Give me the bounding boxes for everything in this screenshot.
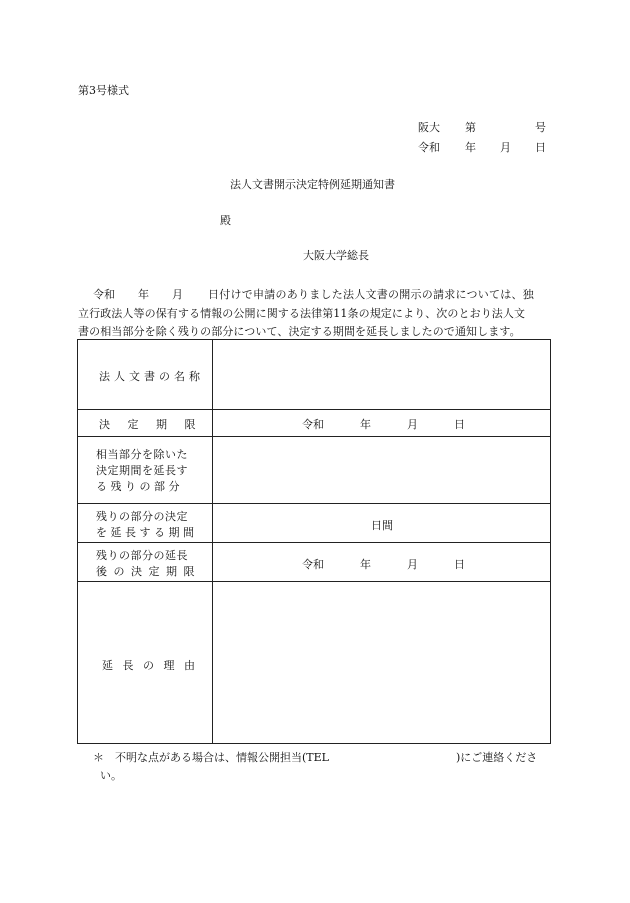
row-label-remaining-part-line2: 決定期間を延長す [96,464,188,477]
extended-deadline-year: 年 [360,558,371,571]
addressee-suffix: 殿 [220,214,231,227]
document-title: 法人文書開示決定特例延期通知書 [230,178,395,191]
doc-number-dai: 第 [465,121,476,134]
table-row-divider [77,581,551,582]
doc-number-go: 号 [535,121,546,134]
header-date-year: 年 [465,141,476,154]
header-date-month: 月 [500,141,511,154]
footnote-text-b: )にご連絡くださ [456,751,538,764]
extended-deadline-day: 日 [454,558,465,571]
body-line-2: 立行政法人等の保有する情報の公開に関する法律第11条の規定により、次のとおり法人文 [78,307,526,320]
deadline-era: 令和 [302,418,324,431]
extension-days: 日間 [371,519,393,532]
deadline-year: 年 [360,418,371,431]
body-date-year: 年 [138,288,149,301]
row-label-extension-reason: 延 長 の 理 由 [102,659,198,672]
table-row-divider [77,542,551,543]
sender: 大阪大学総長 [303,249,369,262]
header-date-era: 令和 [418,141,440,154]
table-row-divider [77,409,551,410]
row-label-extended-deadline-line1: 残りの部分の延長 [96,549,188,562]
doc-number-prefix: 阪大 [418,121,440,134]
row-label-extended-deadline-line2: 後 の 決 定 期 限 [96,565,196,578]
body-date-month: 月 [172,288,183,301]
extended-deadline-era: 令和 [302,558,324,571]
row-label-remaining-part-line1: 相当部分を除いた [96,448,188,461]
table-row-divider [77,436,551,437]
row-label-extension-period-line1: 残りの部分の決定 [96,510,188,523]
row-label-decision-deadline: 決 定 期 限 [99,418,203,431]
deadline-month: 月 [407,418,418,431]
table-row-divider [77,503,551,504]
row-label-remaining-part-line3: る 残 り の 部 分 [96,480,180,493]
header-date-day: 日 [535,141,546,154]
row-label-document-name: 法人文書の名称 [99,370,204,383]
body-line-3: 書の相当部分を除く残りの部分について、決定する期間を延長しましたので通知します。 [78,325,521,338]
body-line-1: 日付けで申請のありました法人文書の開示の請求については、独 [208,288,535,301]
footnote-text-a: 不明な点がある場合は、情報公開担当(TEL [115,751,329,764]
table-border-top [77,339,551,340]
footnote-mark: ＊ [93,751,104,764]
form-number: 第3号様式 [78,84,129,97]
body-date-era: 令和 [93,288,115,301]
deadline-day: 日 [454,418,465,431]
row-label-extension-period-line2: を 延 長 す る 期 間 [96,526,194,539]
table-border-bottom [77,743,551,744]
footnote-text-c: い。 [100,769,122,782]
extended-deadline-month: 月 [407,558,418,571]
